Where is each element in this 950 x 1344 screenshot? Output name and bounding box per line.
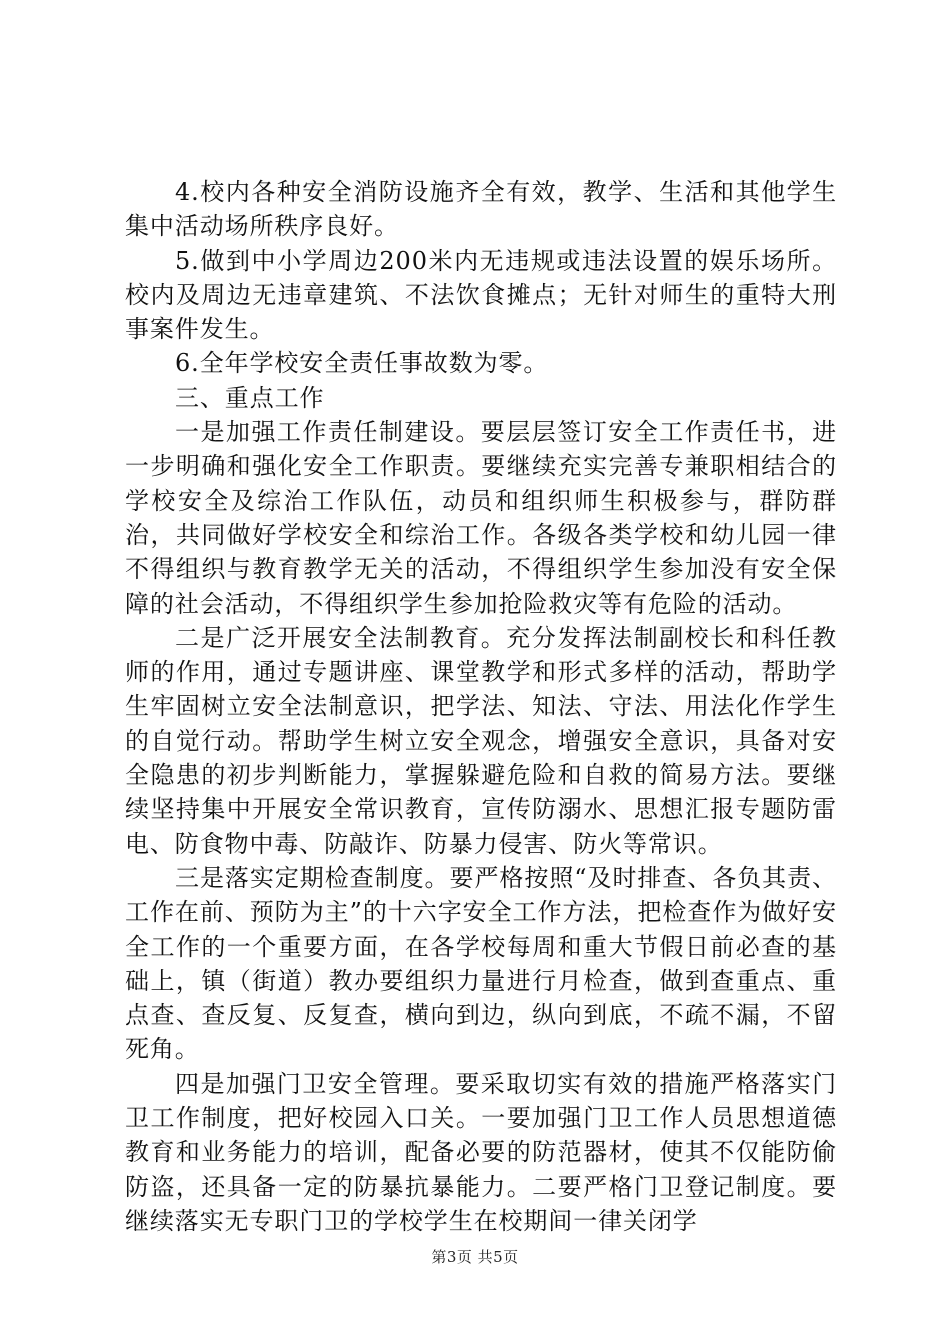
paragraph-inspection: 三是落实定期检查制度。要严格按照“及时排查、各负其责、工作在前、预防为主”的十六字安全工作方法，把检查作为做好安全工作的一个重要方面，在各学校每周和重大节假日前必查的基础上，镇（街道）教办要组织力量进行月检查，做到查重点、重点查、查反复、反复查，横向到边，纵向到底，不疏不漏，不留死角。 bbox=[125, 863, 837, 1064]
paragraph-legal-education: 二是广泛开展安全法制教育。充分发挥法制副校长和科任教师的作用，通过专题讲座、课堂教学和形式多样的活动，帮助学生牢固树立安全法制意识，把学法、知法、守法、用法化作学生的自觉行动。帮助学生树立安全观念，增强安全意识，具备对安全隐患的初步判断能力，掌握躲避危险和自救的简易方法。要继续坚持集中开展安全常识教育，宣传防溺水、思想汇报专题防雷电、防食物中毒、防敲诈、防暴力侵害、防火等常识。 bbox=[125, 623, 837, 858]
document-body bbox=[125, 175, 837, 1238]
paragraph-item-4: 4.校内各种安全消防设施齐全有效，教学、生活和其他学生集中活动场所秩序良好。 bbox=[125, 178, 837, 241]
paragraph-gate-security: 四是加强门卫安全管理。要采取切实有效的措施严格落实门卫工作制度，把好校园入口关。一要加强门卫工作人员思想道德教育和业务能力的培训，配备必要的防范器材，使其不仅能防偷防盗，还具备一定的防暴抗暴能力。二要严格门卫登记制度。要继续落实无专职门卫的学校学生在校期间一律关闭学 bbox=[125, 1069, 837, 1235]
paragraph-item-6: 6.全年学校安全责任事故数为零。 bbox=[175, 349, 549, 378]
paragraph-item-5: 5.做到中小学周边200米内无违规或违法设置的娱乐场所。校内及周边无违章建筑、不法饮食摊点；无针对师生的重特大刑事案件发生。 bbox=[125, 246, 837, 344]
paragraph-responsibility: 一是加强工作责任制建设。要层层签订安全工作责任书，进一步明确和强化安全工作职责。要继续充实完善专兼职相结合的学校安全及综治工作队伍，动员和组织师生积极参与，群防群治，共同做好学校安全和综治工作。各级各类学校和幼儿园一律不得组织与教育教学无关的活动，不得组织学生参加没有安全保障的社会活动，不得组织学生参加抢险救灾等有危险的活动。 bbox=[125, 418, 837, 618]
section-heading-key-work: 三、重点工作 bbox=[175, 383, 325, 412]
page-number-footer: 第3页 共5页 bbox=[431, 1248, 519, 1266]
